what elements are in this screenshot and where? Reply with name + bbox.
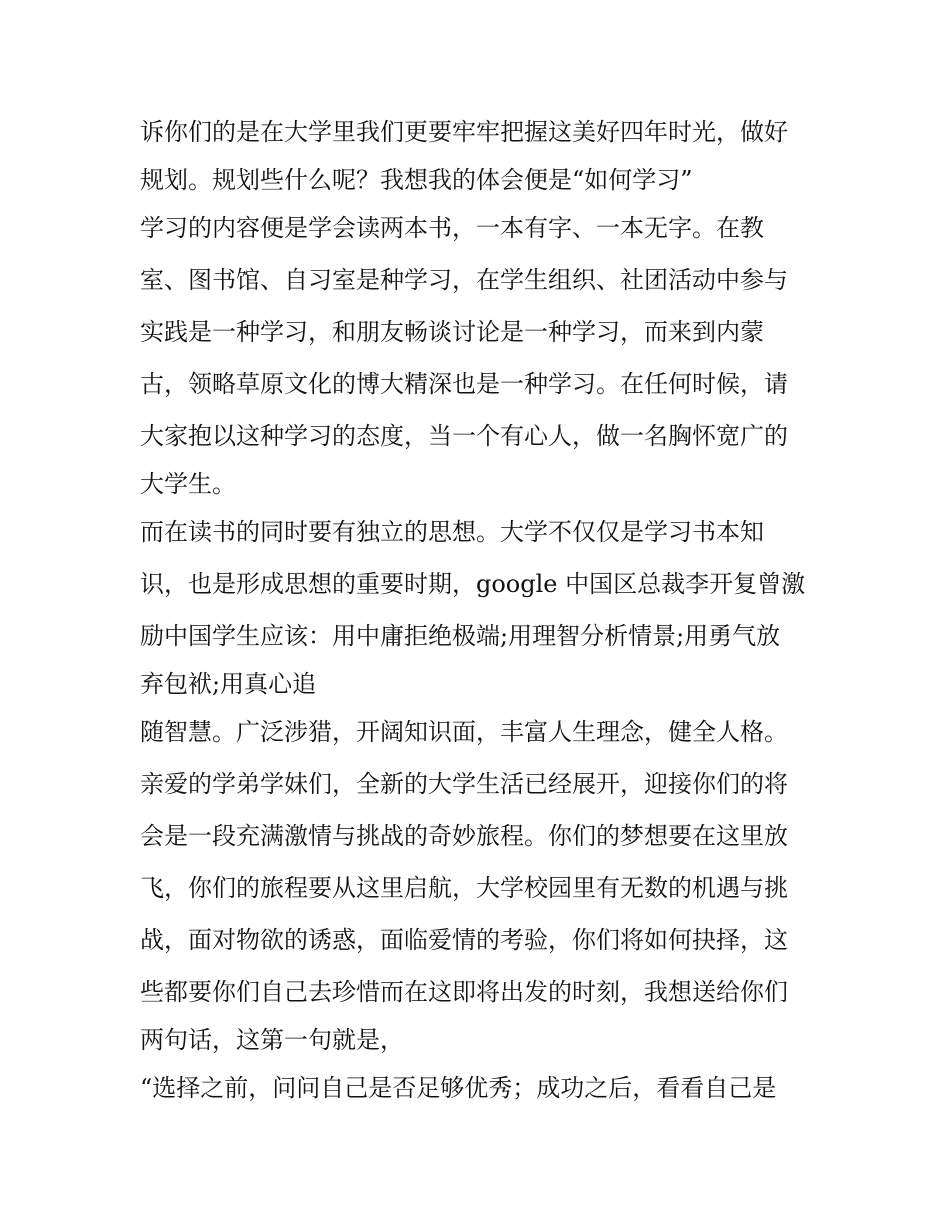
text-line: 规划。规划些什么呢？我想我的体会便是“如何学习” — [140, 166, 693, 194]
text-line: 随智慧。广泛涉猎，开阔知识面，丰富人生理念，健全人格。 — [140, 718, 788, 746]
text-line: 大学生。 — [140, 470, 236, 498]
text-line: 古，领略草原文化的博大精深也是一种学习。在任何时候，请 — [140, 370, 788, 398]
text-line: “选择之前，问问自己是否足够优秀；成功之后，看看自己是 — [140, 1074, 777, 1102]
text-line: 学习的内容便是学会读两本书，一本有字、一本无字。在教 — [140, 214, 764, 242]
text-line: 飞，你们的旅程要从这里启航，大学校园里有无数的机遇与挑 — [140, 874, 788, 902]
document-body — [140, 106, 820, 1114]
text-line: 实践是一种学习，和朋友畅谈讨论是一种学习，而来到内蒙 — [140, 318, 764, 346]
text-line: 些都要你们自己去珍惜而在这即将出发的时刻，我想送给你们 — [140, 978, 788, 1006]
text-line: 弃包袱;用真心追 — [140, 670, 317, 698]
text-line: 亲爱的学弟学妹们，全新的大学生活已经展开，迎接你们的将 — [140, 770, 788, 798]
text-line: 而在读书的同时要有独立的思想。大学不仅仅是学习书本知 — [140, 518, 764, 546]
text-line: 室、图书馆、自习室是种学习，在学生组织、社团活动中参与 — [140, 266, 788, 294]
text-line: 诉你们的是在大学里我们更要牢牢把握这美好四年时光，做好 — [140, 118, 788, 146]
text-line: 大家抱以这种学习的态度，当一个有心人，做一名胸怀宽广的 — [140, 422, 788, 450]
text-line: 识，也是形成思想的重要时期，google 中国区总裁李开复曾激 — [140, 570, 806, 598]
text-line: 两句话，这第一句就是， — [140, 1026, 404, 1054]
text-line: 会是一段充满激情与挑战的奇妙旅程。你们的梦想要在这里放 — [140, 822, 788, 850]
text-line: 励中国学生应该：用中庸拒绝极端;用理智分析情景;用勇气放 — [140, 622, 781, 650]
text-line: 战，面对物欲的诱惑，面临爱情的考验，你们将如何抉择，这 — [140, 926, 788, 954]
